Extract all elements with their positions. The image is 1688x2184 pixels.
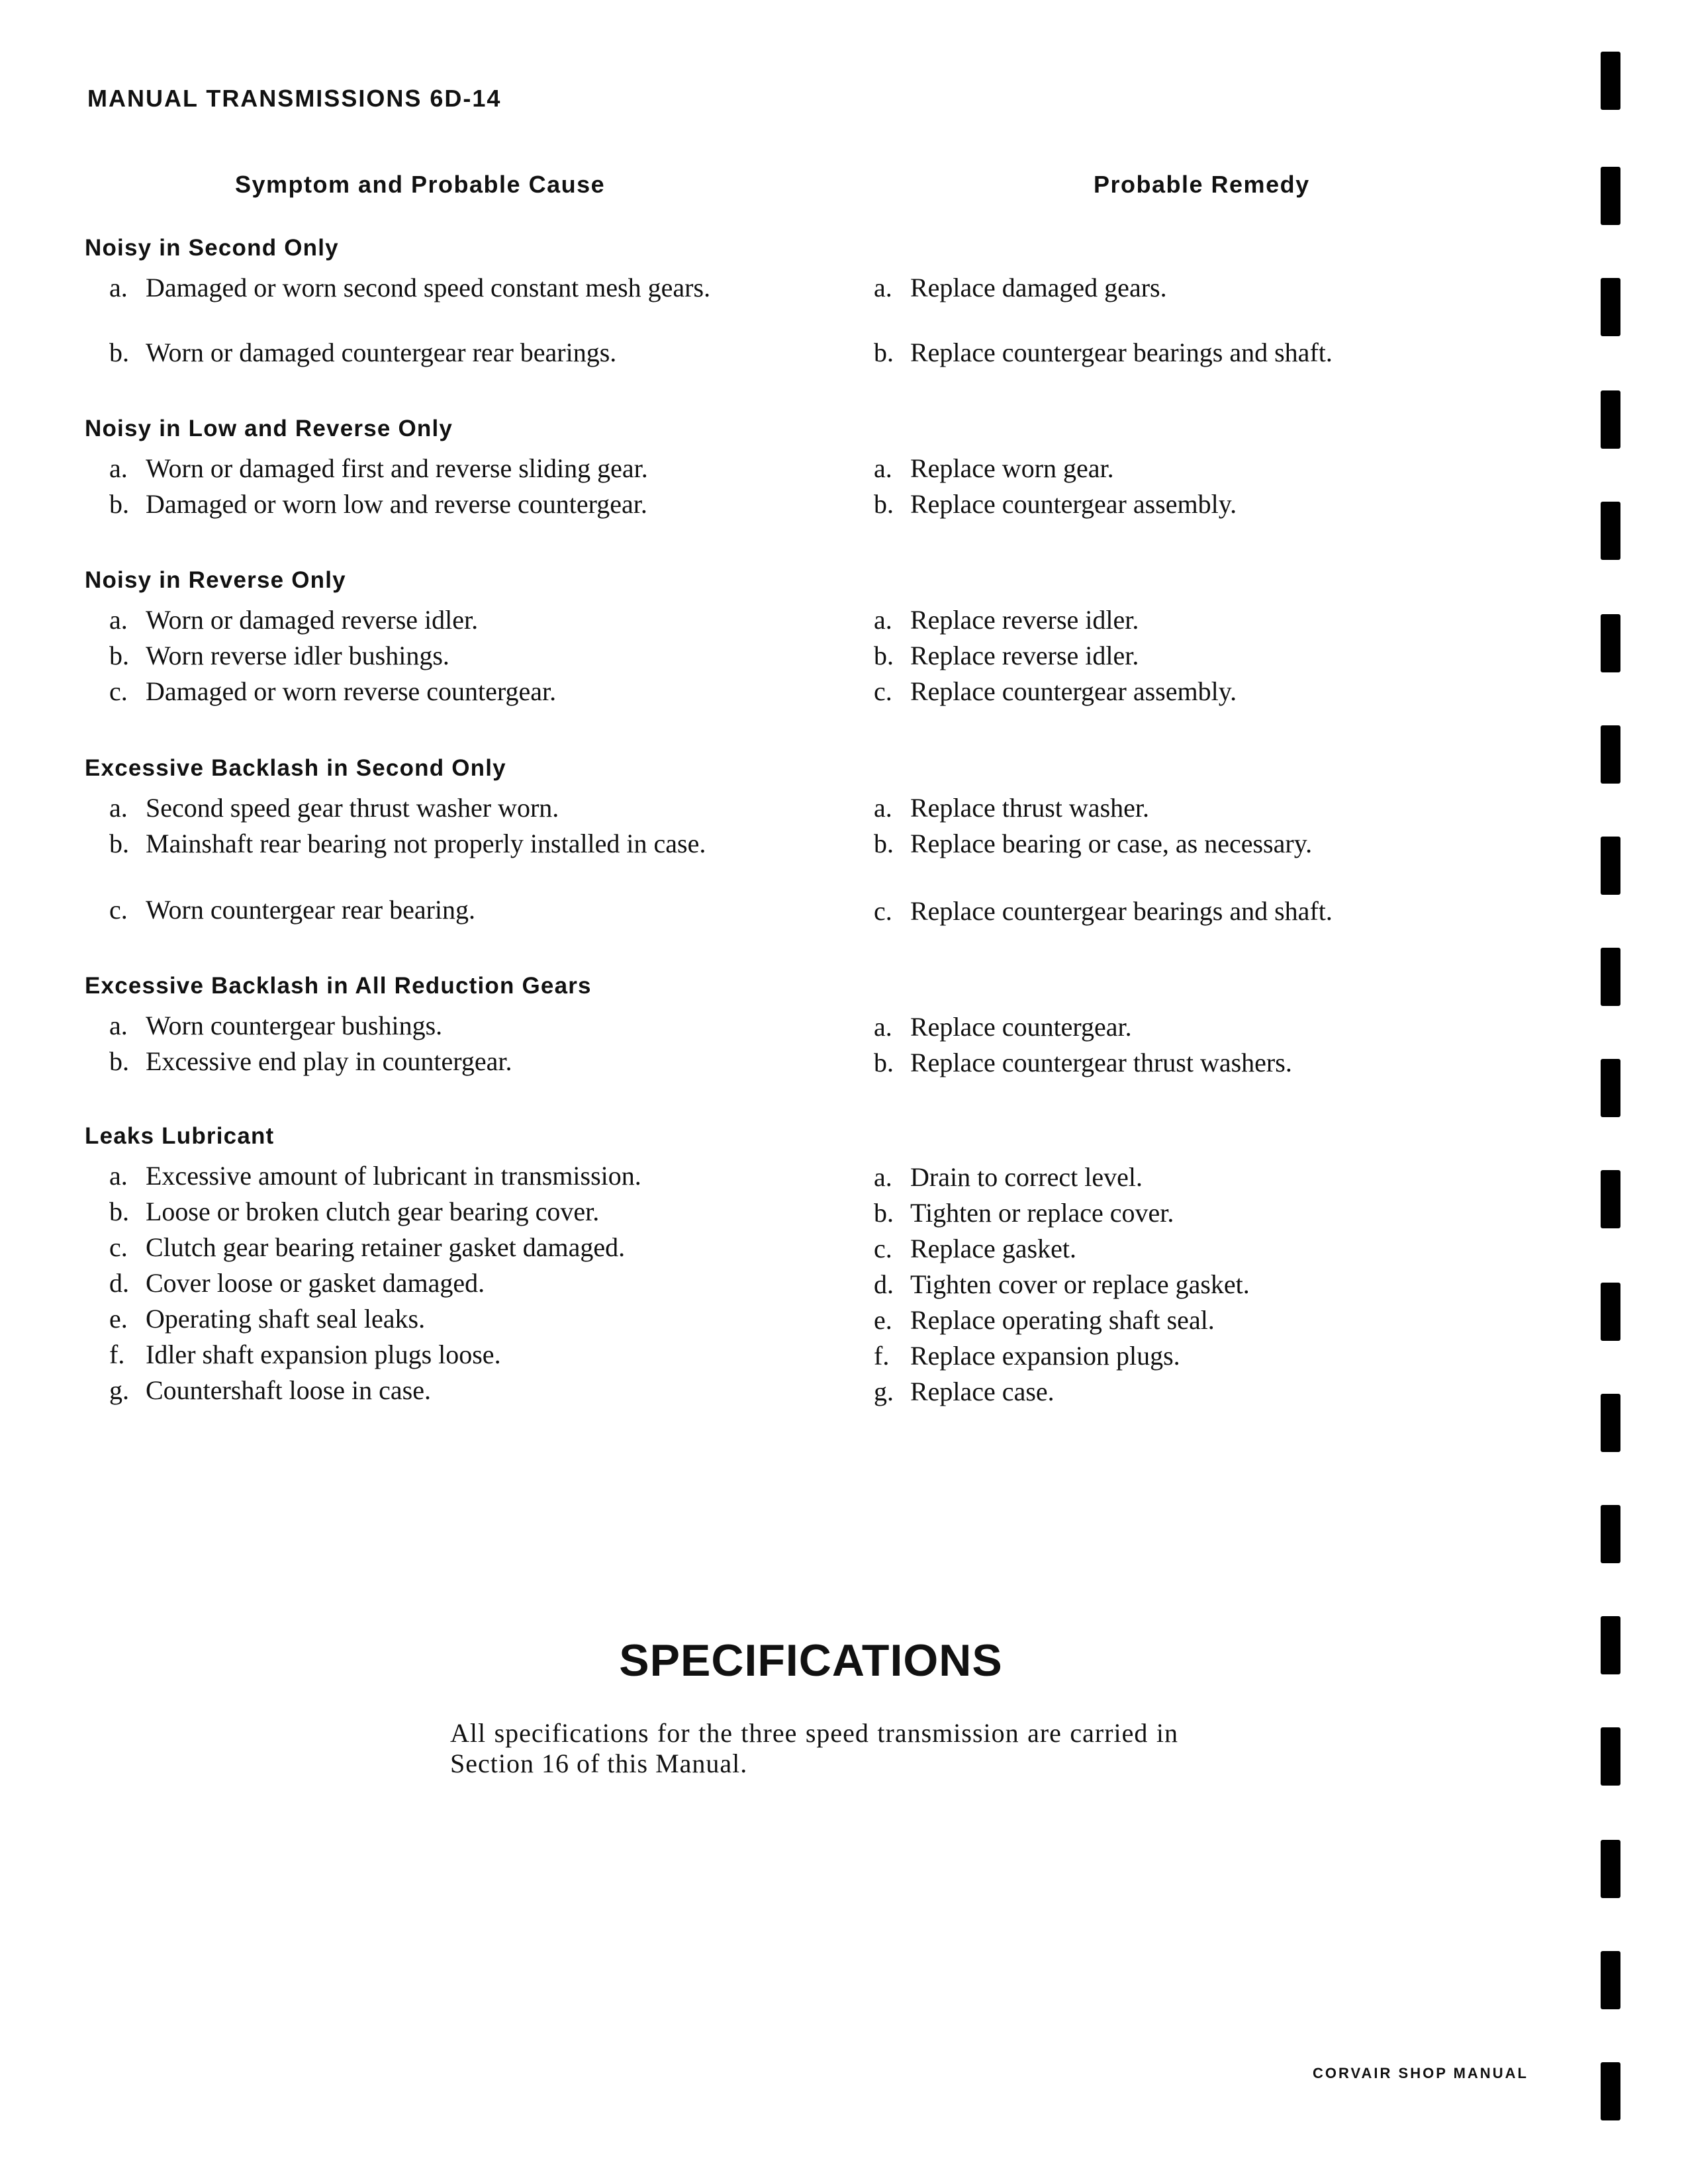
page-header: MANUAL TRANSMISSIONS 6D-14 [87,85,502,112]
section-title: Noisy in Second Only [85,235,339,261]
cause-item: a. Excessive amount of lubricant in transmission. [109,1161,641,1191]
specifications-title: SPECIFICATIONS [619,1635,1003,1686]
margin-bar [1601,1840,1620,1898]
remedy-item: b. Replace reverse idler. [874,641,1139,670]
margin-bar [1601,614,1620,672]
remedy-item: c. Replace countergear bearings and shaft. [874,896,1333,926]
cause-item: a. Worn or damaged reverse idler. [109,605,479,635]
margin-bar [1601,837,1620,895]
cause-item: b. Worn or damaged countergear rear bearings. [109,338,617,367]
section-title: Noisy in Low and Reverse Only [85,416,453,441]
margin-bar [1601,278,1620,336]
section-title: Excessive Backlash in All Reduction Gears [85,973,592,999]
cause-item: a. Worn or damaged first and reverse sliding gear. [109,453,648,483]
remedy-item: a. Drain to correct level. [874,1162,1143,1192]
margin-bar [1601,1727,1620,1786]
remedy-item: c. Replace gasket. [874,1234,1076,1263]
margin-bar [1601,1059,1620,1117]
margin-bar [1601,1505,1620,1563]
remedy-item: a. Replace worn gear. [874,453,1114,483]
remedy-item: e. Replace operating shaft seal. [874,1305,1215,1335]
margin-bar [1601,502,1620,560]
margin-bar [1601,725,1620,784]
remedy-item: d. Tighten cover or replace gasket. [874,1269,1250,1299]
column-header-symptom: Symptom and Probable Cause [235,171,606,198]
remedy-item: a. Replace reverse idler. [874,605,1139,635]
cause-item: b. Excessive end play in countergear. [109,1046,512,1076]
page-footer: CORVAIR SHOP MANUAL [1313,2065,1528,2081]
margin-bar [1601,948,1620,1006]
margin-bar [1601,52,1620,110]
cause-item: b. Worn reverse idler bushings. [109,641,449,670]
cause-item: f. Idler shaft expansion plugs loose. [109,1340,501,1369]
margin-bar [1601,1394,1620,1452]
margin-bar [1601,1616,1620,1674]
margin-bar [1601,390,1620,449]
remedy-item: a. Replace damaged gears. [874,273,1167,302]
cause-item: b. Mainshaft rear bearing not properly installed in case. [109,829,706,858]
margin-bar [1601,167,1620,225]
remedy-item: b. Replace bearing or case, as necessary. [874,829,1313,858]
margin-bar [1601,1283,1620,1341]
remedy-item: b. Tighten or replace cover. [874,1198,1174,1228]
remedy-item: b. Replace countergear assembly. [874,489,1237,519]
cause-item: c. Clutch gear bearing retainer gasket damaged. [109,1232,626,1262]
cause-item: b. Loose or broken clutch gear bearing cover. [109,1197,600,1226]
remedy-item: g. Replace case. [874,1377,1055,1406]
cause-item: g. Countershaft loose in case. [109,1375,431,1405]
specifications-text: All specifications for the three speed transmission are carried in Section 16 of this Manual. [450,1718,1178,1778]
remedy-item: a. Replace thrust washer. [874,793,1149,823]
remedy-item: a. Replace countergear. [874,1012,1132,1042]
section-title: Excessive Backlash in Second Only [85,755,506,781]
cause-item: d. Cover loose or gasket damaged. [109,1268,485,1298]
margin-bar [1601,1951,1620,2009]
cause-item: e. Operating shaft seal leaks. [109,1304,426,1334]
remedy-item: f. Replace expansion plugs. [874,1341,1180,1371]
cause-item: c. Damaged or worn reverse countergear. [109,676,557,706]
cause-item: a. Worn countergear bushings. [109,1011,443,1040]
remedy-item: b. Replace countergear thrust washers. [874,1048,1292,1077]
margin-bar [1601,1170,1620,1228]
remedy-item: c. Replace countergear assembly. [874,676,1237,706]
cause-item: c. Worn countergear rear bearing. [109,895,476,925]
cause-item: a. Second speed gear thrust washer worn. [109,793,559,823]
cause-item: b. Damaged or worn low and reverse countergear. [109,489,647,519]
cause-item: a. Damaged or worn second speed constant mesh gears. [109,273,711,302]
column-header-remedy: Probable Remedy [1094,171,1310,198]
section-title: Leaks Lubricant [85,1123,275,1149]
margin-bar [1601,2062,1620,2120]
section-title: Noisy in Reverse Only [85,567,346,593]
remedy-item: b. Replace countergear bearings and shaft. [874,338,1333,367]
